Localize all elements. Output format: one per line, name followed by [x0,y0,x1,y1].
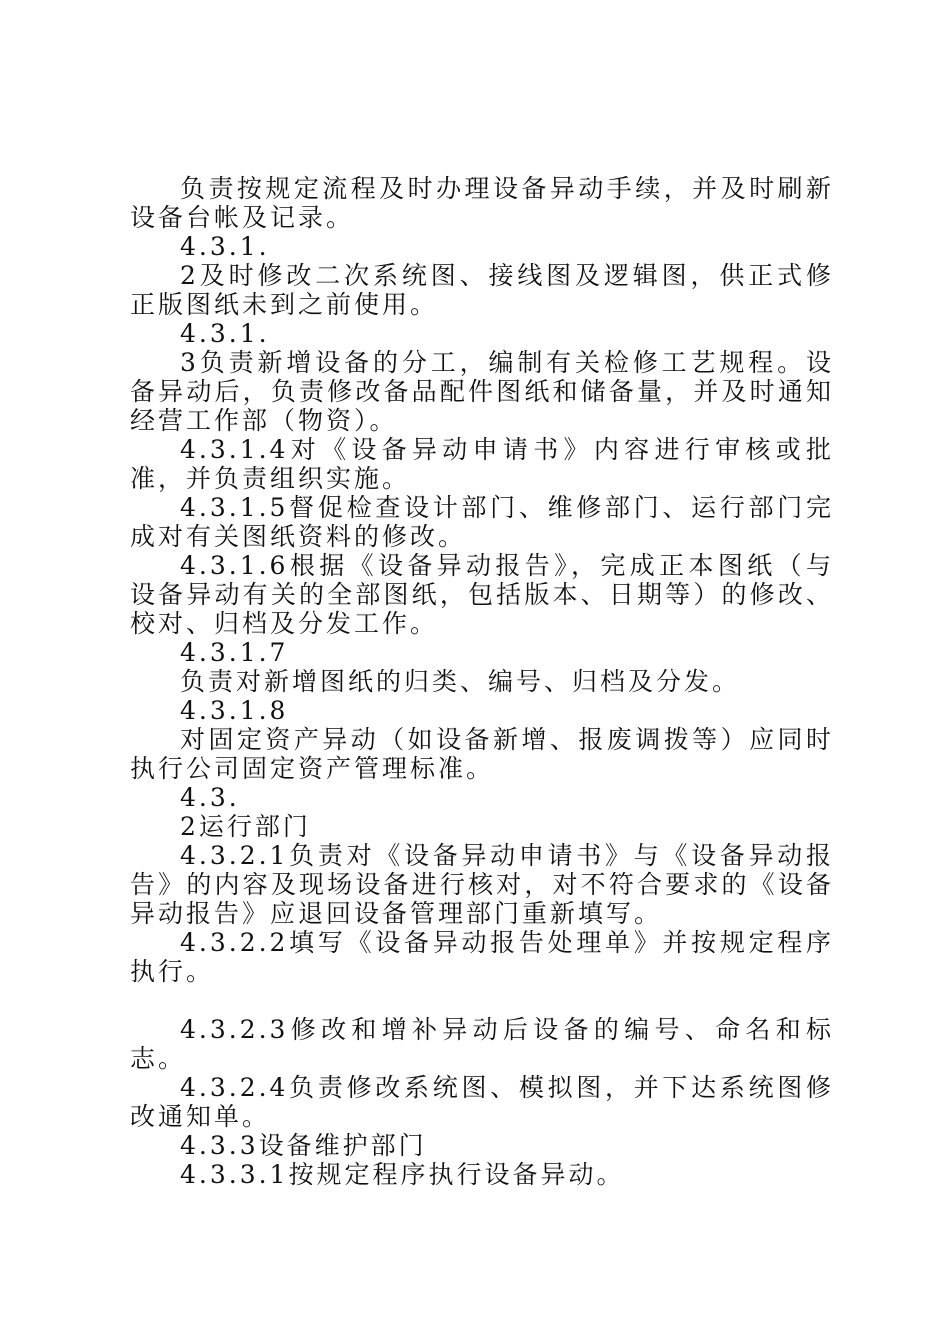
paragraph: 负责对新增图纸的归类、编号、归档及分发。 [180,667,741,696]
paragraph: 4.3.2.3修改和增补异动后设备的编号、命名和标志。 [130,1015,834,1073]
paragraph: 2及时修改二次系统图、接线图及逻辑图，供正式修正版图纸未到之前使用。 [130,261,834,319]
paragraph: 4.3.2.2填写《设备异动报告处理单》并按规定程序执行。 [130,928,834,986]
paragraph: 4.3.3设备维护部门 [180,1131,427,1160]
paragraph: 4.3.1. [180,232,270,261]
paragraph: 3负责新增设备的分工，编制有关检修工艺规程。设备异动后，负责修改备品配件图纸和储备量，并及时通知经营工作部（物资）。 [130,348,834,435]
paragraph: 4.3.1.7 [180,638,289,667]
paragraph: 4.3.1.4对《设备异动申请书》内容进行审核或批准，并负责组织实施。 [130,435,834,493]
paragraph: 4.3.2.1负责对《设备异动申请书》与《设备异动报告》的内容及现场设备进行核对，对不符合要求的《设备异动报告》应退回设备管理部门重新填写。 [130,841,834,928]
paragraph: 4.3. [180,783,240,812]
paragraph: 负责按规定流程及时办理设备异动手续，并及时刷新设备台帐及记录。 [130,174,834,232]
paragraph: 4.3.2.4负责修改系统图、模拟图，并下达系统图修改通知单。 [130,1073,834,1131]
document-body [130,174,834,1189]
paragraph: 4.3.1. [180,319,270,348]
paragraph: 4.3.1.6根据《设备异动报告》，完成正本图纸（与设备异动有关的全部图纸，包括版本、日期等）的修改、校对、归档及分发工作。 [130,551,834,638]
paragraph: 4.3.1.5督促检查设计部门、维修部门、运行部门完成对有关图纸资料的修改。 [130,493,834,551]
paragraph: 2运行部门 [180,812,311,841]
paragraph: 对固定资产异动（如设备新增、报废调拨等）应同时执行公司固定资产管理标准。 [130,725,834,783]
paragraph: 4.3.1.8 [180,696,289,725]
paragraph: 4.3.3.1按规定程序执行设备异动。 [180,1160,625,1189]
